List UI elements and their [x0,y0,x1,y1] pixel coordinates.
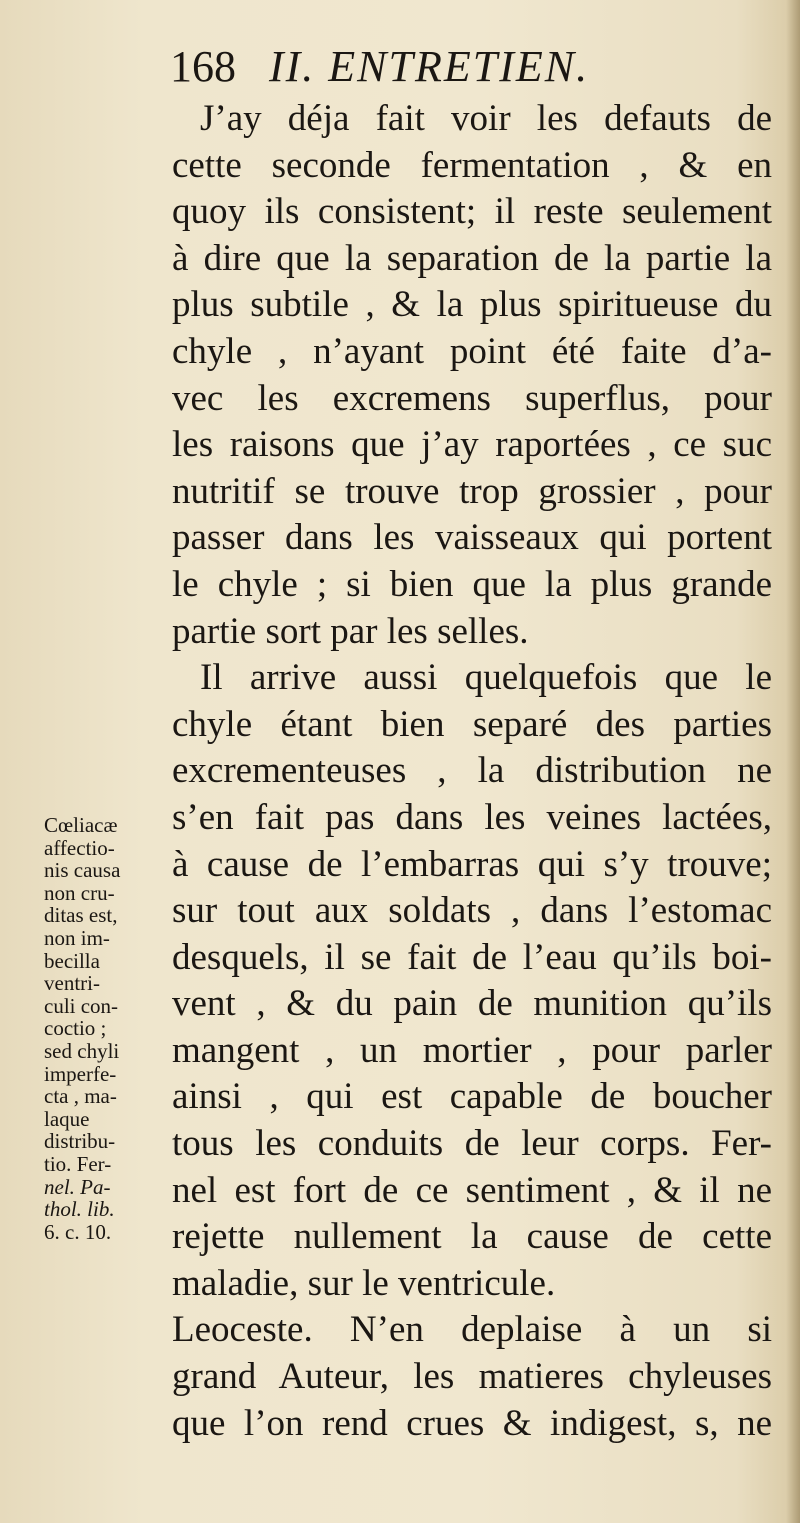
margin-note-line: tio. Fer- [44,1151,112,1176]
text-line: tous les conduits de leur corps. Fer- [172,1123,772,1165]
margin-note-line: ventri- [44,971,100,996]
page-title: II. ENTRETIEN. [269,42,590,91]
margin-note-line: coctio ; [44,1016,107,1041]
margin-note-line: nis causa [44,858,121,883]
text-line: chyle , n’ayant point été faite d’a- [172,330,772,372]
text-line: vec les excremens superflus, pour [172,377,772,419]
margin-note [44,814,164,1243]
text-line: chyle étant bien separé des parties [172,703,772,745]
margin-note-line: ditas est, [44,903,118,928]
margin-note-line: Cœliacæ [44,813,118,837]
text-line: nel est fort de ce sentiment , & il ne [172,1169,772,1211]
margin-note-line: becilla [44,948,100,973]
text-line: nutritif se trouve trop grossier , pour [172,470,772,512]
text-line: Il arrive aussi quelquefois que le [200,657,772,699]
text-line: rejette nullement la cause de cette [172,1216,772,1258]
text-line: s’en fait pas dans les veines lactées, [172,796,772,838]
margin-note-line: sed chyli [44,1038,120,1063]
text-line: quoy ils consistent; il reste seulement [172,191,772,233]
text-line: à cause de l’embarras qui s’y trouve; [172,843,772,885]
margin-note-line: non im- [44,925,110,950]
page-gutter-shadow [786,0,800,1523]
text-line: maladie, sur le ventricule. [172,1262,556,1304]
text-line: passer dans les vaisseaux qui portent [172,517,772,559]
margin-note-line: laque [44,1106,90,1131]
margin-note-line: distribu- [44,1129,116,1154]
text-line: excrementeuses , la distribution ne [172,750,772,792]
text-line: partie sort par les selles. [172,610,529,652]
body-text [172,96,772,1447]
margin-note-line: culi con- [44,993,119,1018]
text-line: grand Auteur, les matieres chyleuses [172,1356,772,1398]
margin-note-line: cta , ma- [44,1084,117,1109]
text-line: Leoceste. N’en deplaise à un si [172,1309,772,1351]
margin-note-line: affectio- [44,835,115,860]
page-number: 168 [170,42,236,91]
text-line: cette seconde fermentation , & en [172,144,772,186]
text-line: J’ay déja fait voir les defauts de [200,98,772,139]
text-line: ainsi , qui est capable de boucher [172,1076,772,1118]
text-line: que l’on rend crues & indigest, s, ne [172,1402,772,1444]
margin-note-line: 6. c. 10. [44,1219,112,1244]
text-line: mangent , un mortier , pour parler [172,1029,772,1071]
text-line: sur tout aux soldats , dans l’estomac [172,890,772,932]
text-line: les raisons que j’ay raportées , ce suc [172,424,772,466]
text-line: le chyle ; si bien que la plus grande [172,563,772,605]
margin-note-line: non cru- [44,880,115,905]
text-line: plus subtile , & la plus spiritueuse du [172,284,772,326]
margin-note-line: thol. lib. [44,1197,115,1222]
text-line: à dire que la separation de la partie la [172,237,772,279]
text-line: desquels, il se fait de l’eau qu’ils boi- [172,936,772,978]
margin-note-line: imperfe- [44,1061,117,1086]
margin-note-line: nel. Pa- [44,1174,111,1199]
running-head [170,42,770,92]
text-line: vent , & du pain de munition qu’ils [172,983,772,1025]
